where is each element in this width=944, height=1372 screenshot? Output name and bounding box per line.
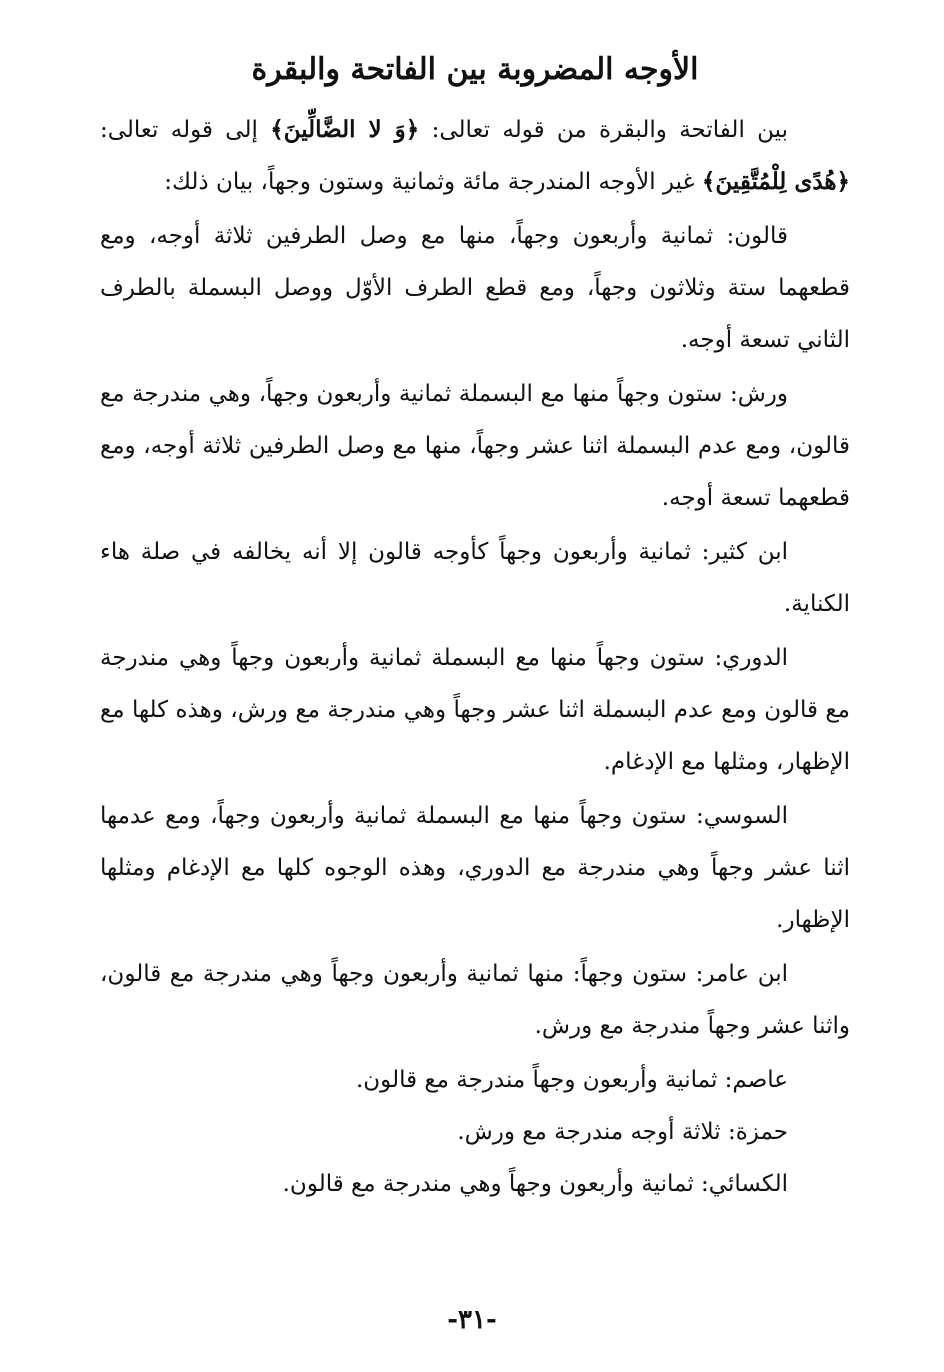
paragraph-susi: السوسي: ستون وجهاً منها مع البسملة ثمانية وأربعون وجهاً، ومع عدمها اثنا عشر وجهاً وهي مندرجة مع الدوري، وهذه الوجوه كلها مع الإدغام ومثلها الإظهار. [100, 803, 850, 933]
paragraph-warsh: ورش: ستون وجهاً منها مع البسملة ثمانية وأربعون وجهاً، وهي مندرجة مع قالون، ومع عدم البسملة اثنا عشر وجهاً، منها مع وصل الطرفين ثلاثة أوجه، ومع قطعهما تسعة أوجه. [100, 381, 850, 511]
paragraph-duri: الدوري: ستون وجهاً منها مع البسملة ثمانية وأربعون وجهاً وهي مندرجة مع قالون ومع عدم البسملة اثنا عشر وجهاً وهي مندرجة مع ورش، وهذه كلها مع الإظهار، ومثلها مع الإدغام. [100, 645, 850, 775]
quran-verse-2: ﴿هُدًى لِلْمُتَّقِينَ﴾ [701, 168, 850, 195]
paragraph-ibn-kathir: ابن كثير: ثمانية وأربعون وجهاً كأوجه قالون إلا أنه يخالفه في صلة هاء الكناية. [100, 539, 850, 617]
intro-lead: بين الفاتحة والبقرة من قوله تعالى: [419, 117, 789, 143]
intro-paragraph [100, 104, 850, 208]
intro-tail: غير الأوجه المندرجة مائة وثمانية وستون وجهاً، بيان ذلك: [164, 169, 702, 195]
document-page [100, 40, 850, 1330]
quran-verse-1: ﴿وَ لا الضَّالِّينَ﴾ [270, 116, 420, 143]
line-asim: عاصم: ثمانية وأربعون وجهاً مندرجة مع قالون. [355, 1067, 788, 1093]
line-hamza: حمزة: ثلاثة أوجه مندرجة مع ورش. [457, 1119, 788, 1145]
line-kisai: الكسائي: ثمانية وأربعون وجهاً وهي مندرجة مع قالون. [282, 1171, 788, 1197]
paragraph-ibn-amir: ابن عامر: ستون وجهاً: منها ثمانية وأربعون وجهاً وهي مندرجة مع قالون، واثنا عشر وجهاً مندرجة مع ورش. [100, 961, 850, 1039]
paragraph-qalun: قالون: ثمانية وأربعون وجهاً، منها مع وصل الطرفين ثلاثة أوجه، ومع قطعهما ستة وثلاثون وجهاً، ومع قطع الطرف الأوّل ووصل البسملة بالطرف الثاني تسعة أوجه. [100, 223, 850, 353]
page-title: الأوجه المضروبة بين الفاتحة والبقرة [251, 52, 699, 87]
intro-mid: إلى قوله تعالى: [100, 117, 271, 143]
page-number: -٣١- [447, 1305, 497, 1335]
